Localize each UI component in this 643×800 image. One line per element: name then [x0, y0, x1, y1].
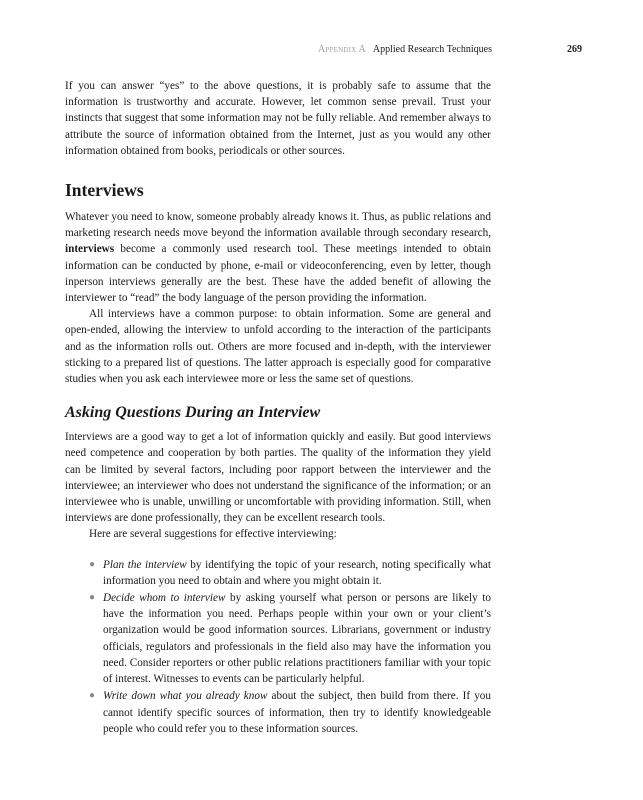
- interviews-paragraph-1: [65, 209, 491, 306]
- list-item: [89, 688, 491, 737]
- list-item-text: by identifying the topic of your research, noting specifically what information you need to obtain and where you might obtain it.: [103, 558, 491, 587]
- section-heading-interviews: Interviews: [65, 180, 144, 201]
- suggestions-list: [65, 557, 491, 737]
- interviews-paragraph-2: All interviews have a common purpose: to obtain information. Some are general and open-ended, allowing the interview to unfold according to the interaction of the participants and as the information rolls out. Others are more focused and in-depth, with the interviewer sticking to a prepared list of questions. The latter approach is especially good for comparative studies when you ask each interviewee more or less the same set of questions.: [65, 308, 491, 386]
- page-number: 269: [567, 44, 582, 55]
- bullet-icon: ●: [89, 690, 96, 702]
- list-item-text: by asking yourself what person or persons are likely to have the information you need. Perhaps people within your own or your client’s organization would be good information sources. Librarians, government or industry officials, regulators and professionals in the field also may have the information you need. Consider reporters or other public relations practitioners familiar with your topic of interest. Witnesses to events can be particularly helpful.: [103, 592, 491, 686]
- list-item: [89, 557, 491, 589]
- list-item: [89, 590, 491, 687]
- chapter-label: Appendix A: [318, 44, 366, 55]
- subsection-heading-asking-questions: Asking Questions During an Interview: [65, 404, 321, 422]
- bullet-icon: ●: [89, 592, 96, 604]
- chapter-title: Applied Research Techniques: [372, 44, 492, 55]
- page-body: [65, 78, 491, 738]
- asking-paragraph-1: Interviews are a good way to get a lot of information quickly and easily. But good interviews need competence and cooperation by both parties. The quality of the information they yield can be limited by several factors, including poor rapport between the interviewer and the interviewee; an interviewer who does not understand the significance of the information; or an interviewee who is unable, unwilling or uncomfortable with providing information. Still, when interviews are done professionally, they can be excellent research tools.: [65, 431, 491, 525]
- running-header: [318, 44, 582, 58]
- bullet-icon: ●: [89, 558, 96, 570]
- list-item-text: about the subject, then build from there. If you cannot identify specific sources of information, then try to identify knowledgeable people who could refer you to these information sources.: [103, 690, 491, 735]
- interviews-term-bold: interviews: [65, 243, 115, 256]
- interviews-p1-text-a: Whatever you need to know, someone probably already knows it. Thus, as public relations and marketing research needs move beyond the information available through secondary research,: [65, 211, 491, 240]
- list-item-lead: Write down what you already know: [103, 690, 268, 703]
- interviews-p1-text-b: become a commonly used research tool. These meetings intended to obtain information can be conducted by phone, e-mail or videoconferencing, even by letter, though inperson interviews generally are the best. These have the added benefit of allowing the interviewer to “read” the body language of the person providing the information.: [65, 243, 491, 305]
- list-item-lead: Decide whom to interview: [103, 592, 226, 605]
- intro-paragraph: If you can answer “yes” to the above questions, it is probably safe to assume that the information is trustworthy and accurate. However, let common sense prevail. Trust your instincts that suggest that some information may not be fully reliable. And remember always to attribute the source of information obtained from the Internet, just as you would any other information obtained from books, periodicals or other sources.: [65, 80, 491, 157]
- asking-paragraph-2: Here are several suggestions for effective interviewing:: [89, 528, 337, 541]
- list-item-lead: Plan the interview: [103, 558, 187, 571]
- running-header-title: [318, 44, 492, 55]
